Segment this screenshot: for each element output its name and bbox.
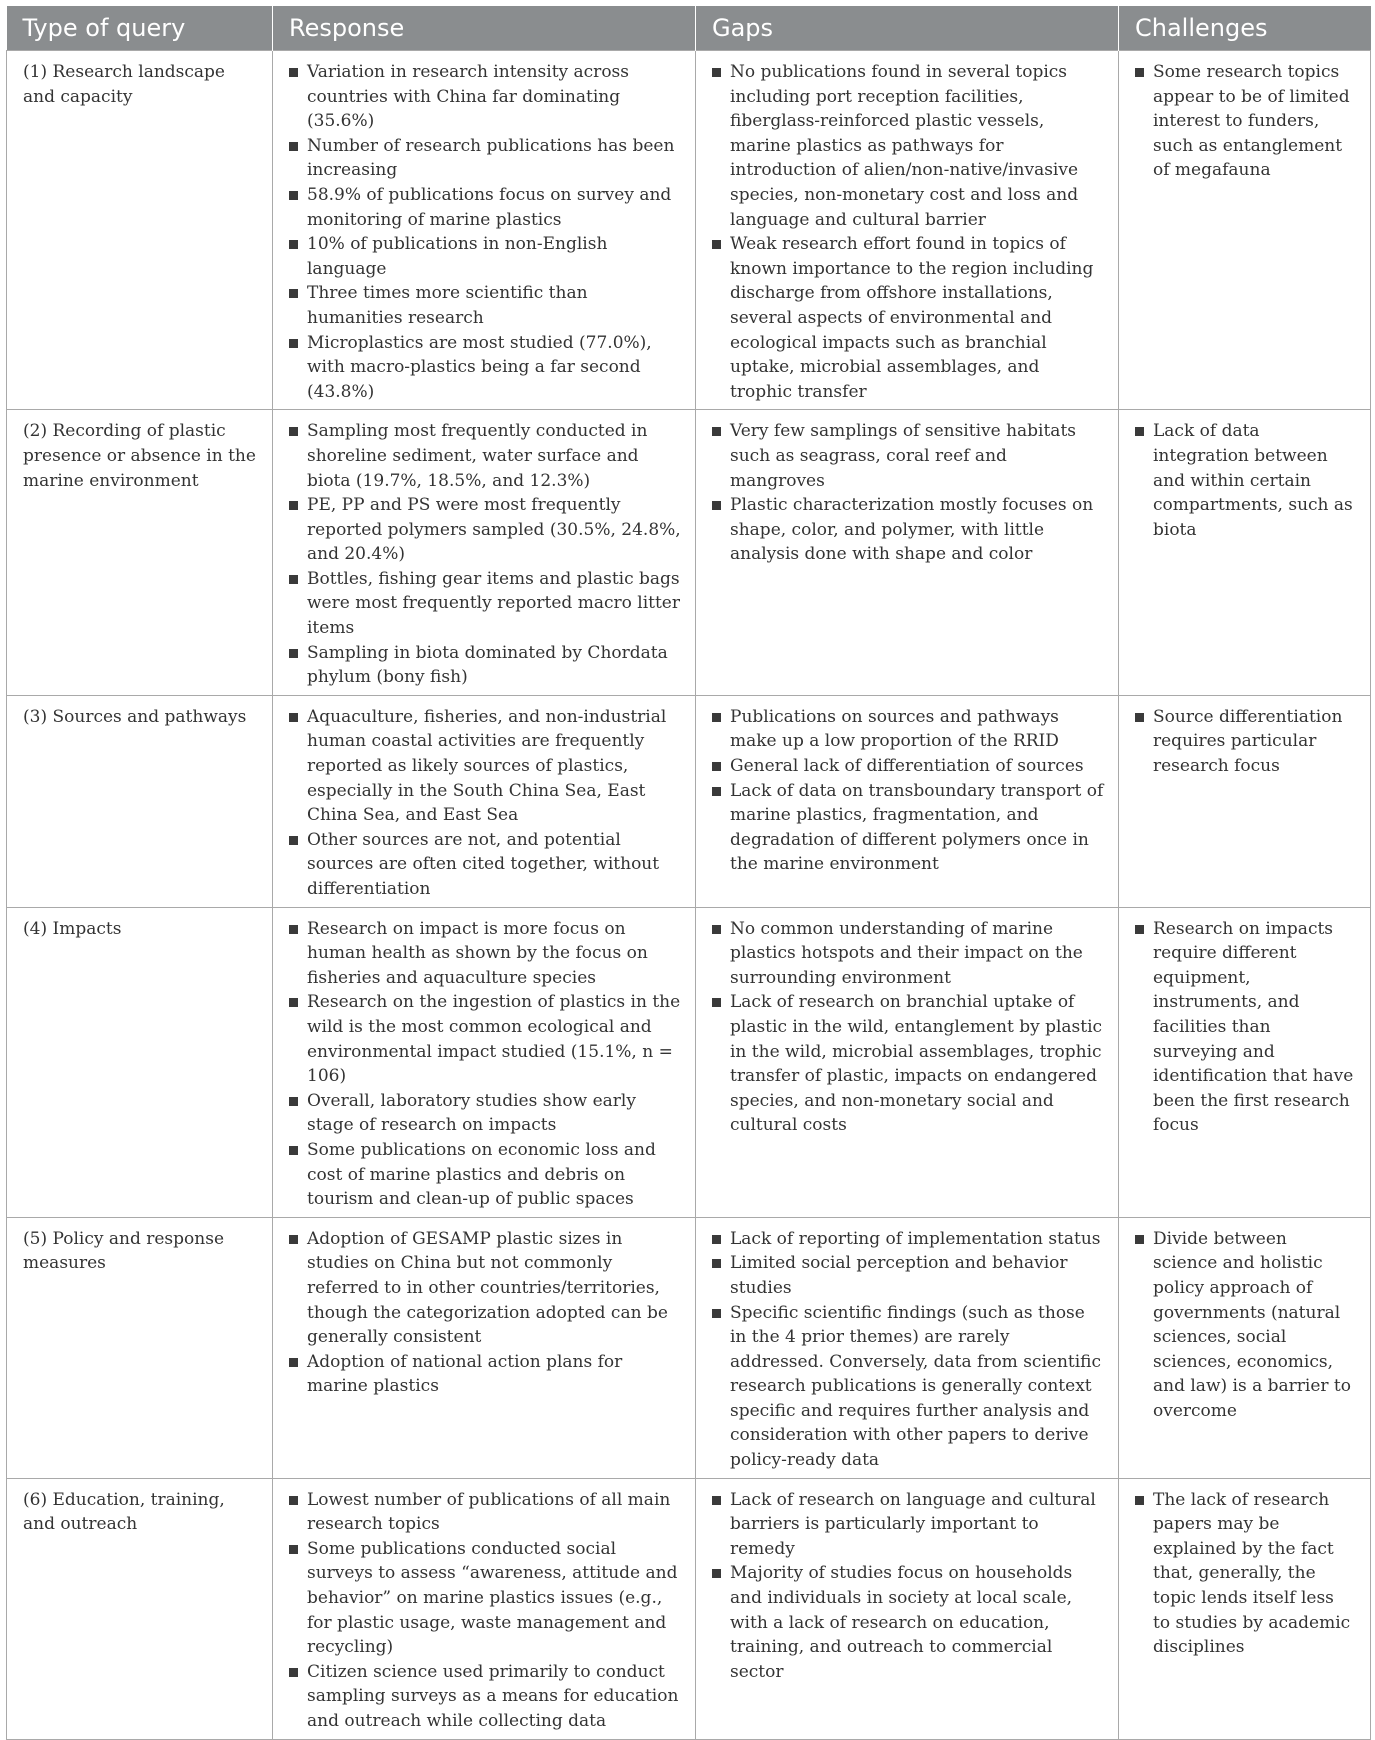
response-cell [273,51,696,410]
challenge-item: Divide between science and holistic policy approach of governments (natural sciences, social sciences, economics, and law) is a barrier to overcome [1135,1227,1356,1424]
challenges-cell [1119,695,1371,907]
table-row [7,907,1371,1217]
gap-item: Limited social perception and behavior studies [712,1251,1104,1300]
research-gaps-table [6,6,1371,1740]
challenges-cell [1119,907,1371,1217]
gap-item: Plastic characterization mostly focuses on shape, color, and polymer, with little analysis done with shape and color [712,493,1104,567]
response-item: 58.9% of publications focus on survey and monitoring of marine plastics [289,183,681,232]
response-item: Number of research publications has been increasing [289,134,681,183]
response-item: Overall, laboratory studies show early stage of research on impacts [289,1089,681,1138]
challenges-cell [1119,51,1371,410]
gap-item: No common understanding of marine plastics hotspots and their impact on the surrounding environment [712,917,1104,991]
gap-item: General lack of differentiation of sources [712,754,1104,779]
query-cell: (6) Education, training, and outreach [7,1478,273,1739]
response-item: Adoption of national action plans for marine plastics [289,1350,681,1399]
table-row [7,51,1371,410]
response-item: Adoption of GESAMP plastic sizes in studies on China but not commonly referred to in other countries/territories, though the categorization adopted can be generally consistent [289,1227,681,1350]
response-item: Sampling in biota dominated by Chordata phylum (bony fish) [289,641,681,690]
gap-item: Lack of data on transboundary transport of marine plastics, fragmentation, and degradation of different polymers once in the marine environment [712,779,1104,877]
response-cell [273,695,696,907]
gap-item: Specific scientific findings (such as those in the 4 prior themes) are rarely addressed. Conversely, data from scientific research publications is generally context specific and requires further analysis and consideration with other papers to derive policy-ready data [712,1301,1104,1473]
gap-item: Weak research effort found in topics of known importance to the region including discharge from offshore installations, several aspects of environmental and ecological impacts such as branchial uptake, microbial assemblages, and trophic transfer [712,232,1104,404]
table-row [7,410,1371,696]
query-cell: (5) Policy and response measures [7,1217,273,1478]
challenges-cell [1119,410,1371,696]
response-item: 10% of publications in non-English language [289,232,681,281]
response-item: Variation in research intensity across countries with China far dominating (35.6%) [289,60,681,134]
gaps-cell [696,1478,1119,1739]
response-item: Research on impact is more focus on human health as shown by the focus on fisheries and aquaculture species [289,917,681,991]
response-item: Bottles, fishing gear items and plastic bags were most frequently reported macro litter items [289,567,681,641]
challenges-cell [1119,1478,1371,1739]
response-cell [273,1217,696,1478]
response-item: PE, PP and PS were most frequently reported polymers sampled (30.5%, 24.8%, and 20.4%) [289,493,681,567]
gap-item: No publications found in several topics including port reception facilities, fiberglass-reinforced plastic vessels, marine plastics as pathways for introduction of alien/non-native/invasive species, non-monetary cost and loss and language and cultural barrier [712,60,1104,232]
gap-item: Lack of research on language and cultural barriers is particularly important to remedy [712,1488,1104,1562]
response-item: Some publications conducted social surveys to assess “awareness, attitude and behavior” on marine plastics issues (e.g., for plastic usage, waste management and recycling) [289,1537,681,1660]
gap-item: Lack of reporting of implementation status [712,1227,1104,1252]
response-item: Sampling most frequently conducted in shoreline sediment, water surface and biota (19.7%, 18.5%, and 12.3%) [289,419,681,493]
challenge-item: Research on impacts require different equipment, instruments, and facilities than surveying and identification that have been the first research focus [1135,917,1356,1138]
table-header-row [7,6,1371,51]
header-gaps: Gaps [696,6,1119,51]
response-cell [273,410,696,696]
gap-item: Majority of studies focus on households and individuals in society at local scale, with a lack of research on education, training, and outreach to commercial sector [712,1561,1104,1684]
response-item: Citizen science used primarily to conduct sampling surveys as a means for education and outreach while collecting data [289,1660,681,1734]
response-item: Microplastics are most studied (77.0%), with macro-plastics being a far second (43.8%) [289,331,681,405]
response-item: Other sources are not, and potential sources are often cited together, without differentiation [289,828,681,902]
challenge-item: Source differentiation requires particular research focus [1135,705,1356,779]
response-item: Aquaculture, fisheries, and non-industrial human coastal activities are frequently reported as likely sources of plastics, especially in the South China Sea, East China Sea, and East Sea [289,705,681,828]
header-type-of-query: Type of query [7,6,273,51]
challenge-item: Some research topics appear to be of limited interest to funders, such as entanglement of megafauna [1135,60,1356,183]
response-cell [273,1478,696,1739]
challenge-item: The lack of research papers may be explained by the fact that, generally, the topic lends itself less to studies by academic disciplines [1135,1488,1356,1660]
gap-item: Publications on sources and pathways make up a low proportion of the RRID [712,705,1104,754]
query-cell: (1) Research landscape and capacity [7,51,273,410]
gaps-cell [696,410,1119,696]
table-row [7,695,1371,907]
header-challenges: Challenges [1119,6,1371,51]
header-response: Response [273,6,696,51]
response-item: Some publications on economic loss and cost of marine plastics and debris on tourism and clean-up of public spaces [289,1138,681,1212]
gaps-cell [696,695,1119,907]
response-item: Three times more scientific than humanities research [289,281,681,330]
response-cell [273,907,696,1217]
gaps-cell [696,907,1119,1217]
query-cell: (3) Sources and pathways [7,695,273,907]
table-row [7,1217,1371,1478]
response-item: Lowest number of publications of all main research topics [289,1488,681,1537]
gap-item: Lack of research on branchial uptake of plastic in the wild, entanglement by plastic in the wild, microbial assemblages, trophic transfer of plastic, impacts on endangered species, and non-monetary social and cultural costs [712,990,1104,1138]
query-cell: (4) Impacts [7,907,273,1217]
challenges-cell [1119,1217,1371,1478]
gaps-cell [696,51,1119,410]
challenge-item: Lack of data integration between and within certain compartments, such as biota [1135,419,1356,542]
gap-item: Very few samplings of sensitive habitats such as seagrass, coral reef and mangroves [712,419,1104,493]
gaps-cell [696,1217,1119,1478]
response-item: Research on the ingestion of plastics in the wild is the most common ecological and environmental impact studied (15.1%, n = 106) [289,990,681,1088]
table-row [7,1478,1371,1739]
query-cell: (2) Recording of plastic presence or absence in the marine environment [7,410,273,696]
